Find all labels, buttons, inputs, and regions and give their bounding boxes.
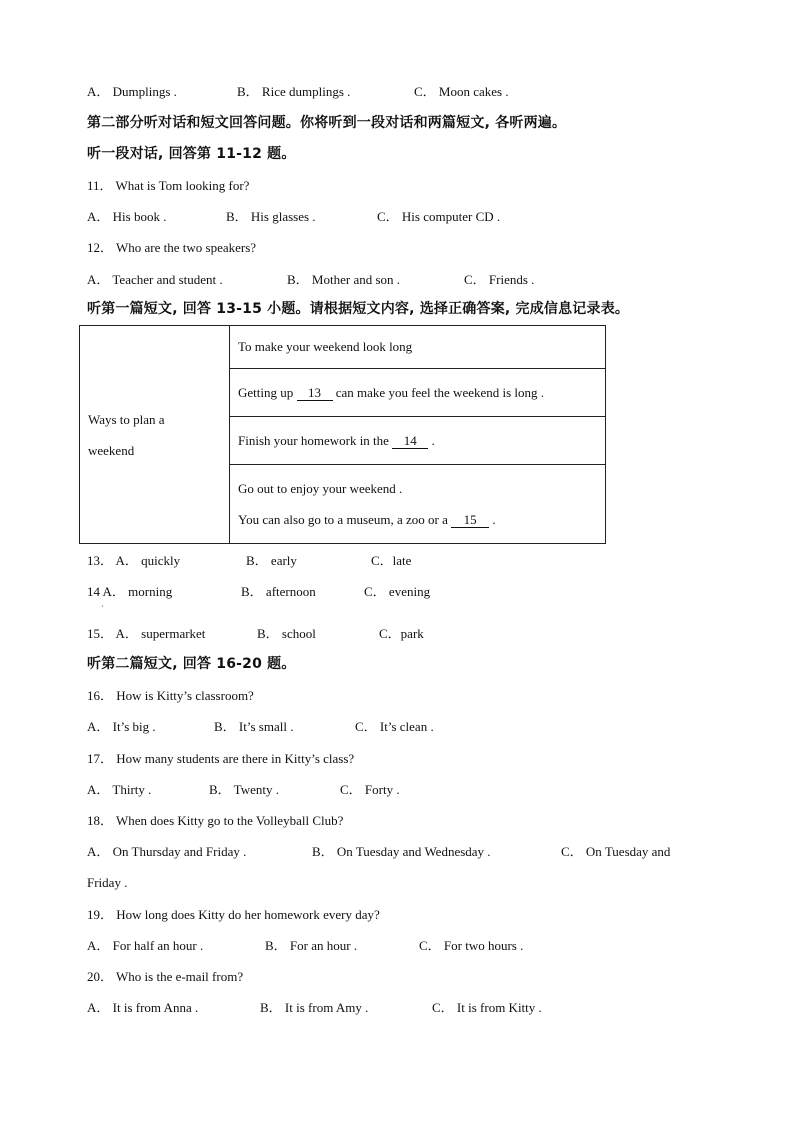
table-row-4 (230, 465, 606, 544)
table-left-line1: Ways to plan a (88, 411, 165, 427)
blank-13: 13 (297, 386, 333, 401)
table-left-line2: weekend (88, 442, 135, 458)
q11-stem: 11． What is Tom looking for? (87, 178, 250, 193)
q15-option-b: B． school (257, 626, 316, 641)
table-row-1: To make your weekend look long (230, 326, 606, 369)
q16-option-c: C． It’s clean . (355, 719, 434, 734)
q19-option-a: A． For half an hour . (87, 938, 204, 953)
blank-14: 14 (392, 434, 428, 449)
q12-option-a: A． Teacher and student . (87, 272, 223, 287)
row2-text-post: can make you feel the weekend is long . (332, 384, 545, 400)
q11-option-b: B． His glasses . (226, 209, 316, 224)
q19-option-c: C． For two hours . (419, 938, 524, 953)
q17-option-b: B． Twenty . (209, 782, 279, 797)
q20-option-c: C． It is from Kitty . (432, 1000, 542, 1015)
q13-option-b: B． early (246, 553, 297, 568)
q20-option-a: A． It is from Anna . (87, 1000, 199, 1015)
q18-option-c-continued: Friday . (87, 875, 128, 890)
q10-option-b: B． Rice dumplings . (237, 84, 351, 99)
q12-option-b: B． Mother and son . (287, 272, 401, 287)
q15-option-c: C．park (379, 626, 424, 641)
row3-text-pre: Finish your homework in the (238, 432, 393, 448)
table-left-cell (80, 326, 230, 544)
table-row-2 (230, 369, 606, 417)
q11-option-a: A． His book . (87, 209, 167, 224)
q11-option-c: C． His computer CD . (377, 209, 501, 224)
q14-option-b: B． afternoon (241, 584, 316, 599)
q16-option-b: B． It’s small . (214, 719, 294, 734)
dialogue-heading: 听一段对话, 回答第 11-12 题。 (87, 146, 296, 162)
q16-option-a: A． It’s big . (87, 719, 156, 734)
q19-stem: 19． How long does Kitty do her homework every day? (87, 907, 380, 922)
q18-option-c: C． On Tuesday and (561, 844, 671, 859)
stray-dot: · (101, 602, 104, 611)
blank-15: 15 (451, 513, 489, 528)
q16-stem: 16． How is Kitty’s classroom? (87, 688, 254, 703)
q15-option-a: 15． A． supermarket (87, 626, 206, 641)
row4-text-pre: You can also go to a museum, a zoo or a (238, 512, 452, 527)
row4-line1: Go out to enjoy your weekend . (238, 481, 403, 496)
row4-line2 (238, 504, 605, 535)
q18-option-b: B． On Tuesday and Wednesday . (312, 844, 491, 859)
q18-option-a: A． On Thursday and Friday . (87, 844, 247, 859)
row3-text-post: . (428, 432, 435, 448)
q10-option-c: C． Moon cakes . (414, 84, 509, 99)
q12-option-c: C． Friends . (464, 272, 535, 287)
row2-text-pre: Getting up (238, 384, 297, 400)
row4-text-post: . (489, 512, 496, 527)
part2-heading: 第二部分听对话和短文回答问题。你将听到一段对话和两篇短文, 各听两遍。 (87, 115, 567, 131)
q14-option-a: 14 A． morning (87, 584, 173, 599)
q19-option-b: B． For an hour . (265, 938, 358, 953)
table-row-3 (230, 417, 606, 465)
passage2-heading: 听第二篇短文, 回答 16-20 题。 (87, 656, 296, 672)
q17-option-a: A． Thirty . (87, 782, 152, 797)
q17-option-c: C． Forty . (340, 782, 400, 797)
q14-option-c: C． evening (364, 584, 431, 599)
q17-stem: 17． How many students are there in Kitty’s class? (87, 751, 355, 766)
q13-option-a: 13． A． quickly (87, 553, 181, 568)
q13-option-c: C．late (371, 553, 412, 568)
q10-option-a: A． Dumplings . (87, 84, 177, 99)
q20-option-b: B． It is from Amy . (260, 1000, 369, 1015)
passage1-heading: 听第一篇短文, 回答 13-15 小题。请根据短文内容, 选择正确答案, 完成信息记录表。 (87, 301, 630, 317)
q18-stem: 18． When does Kitty go to the Volleyball Club? (87, 813, 344, 828)
info-record-table (79, 325, 606, 544)
q20-stem: 20． Who is the e-mail from? (87, 969, 244, 984)
q12-stem: 12． Who are the two speakers? (87, 240, 257, 255)
